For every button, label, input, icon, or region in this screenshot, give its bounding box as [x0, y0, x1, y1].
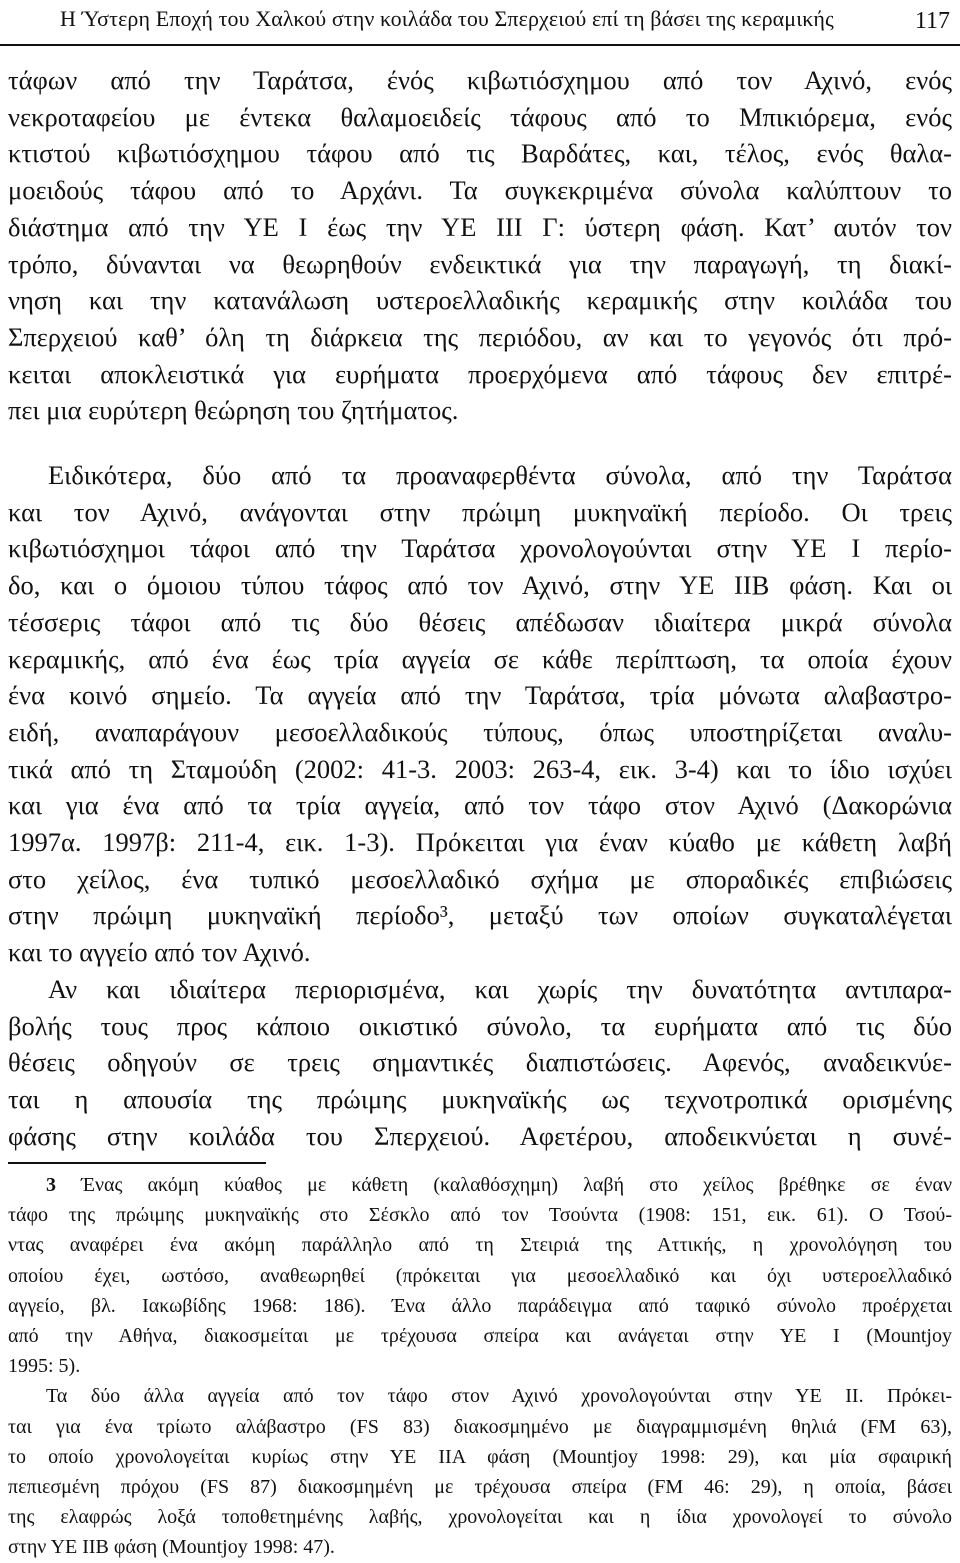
text-line: ένα κοινό σημείο. Τα αγγεία από την Ταράτσα, τρία μόνωτα αλαβαστρο-	[8, 680, 952, 711]
footnote	[8, 1170, 952, 1381]
footnote-divider	[8, 1162, 266, 1164]
footnote-continuation	[8, 1381, 952, 1562]
text-line: ται η απουσία της πρώιμης μυκηναϊκής ως τεχνοτροπικά ορισμένης	[8, 1083, 952, 1114]
page-number: 117	[914, 8, 950, 34]
footnote-number: 3	[46, 1174, 56, 1196]
footnote-line: τάφο της πρώιμης μυκηναϊκής στο Σέσκλο από τον Τσούντα (1908: 151, εικ. 61). Ο Τσού-	[8, 1204, 952, 1227]
text-line: δο, και ο όμοιου τύπου τάφος από τον Αχινό, στην ΥΕ ΙΙΒ φάση. Και οι	[8, 570, 952, 601]
text-line: κτιστού κιβωτιόσχημου τάφου από τις Βαρδάτες, και, τέλος, ενός θαλα-	[8, 138, 952, 169]
text-line: κεραμικής, από ένα έως τρία αγγεία σε κάθε περίπτωση, τα οποία έχουν	[8, 643, 952, 674]
footnote-line: στην ΥΕ ΙΙΒ φάση (Mountjoy 1998: 47).	[8, 1536, 335, 1559]
footnote-line: ται για ένα τρίωτο αλάβαστρο (FS 83) διακοσμημένο με διαγραμμισμένη θηλιά (FM 63),	[8, 1415, 952, 1438]
text-line: τρόπο, δύνανται να θεωρηθούν ενδεικτικά για την παραγωγή, τη διακί-	[8, 248, 952, 279]
text-line: θέσεις οδηγούν σε τρεις σημαντικές διαπιστώσεις. Αφενός, αναδεικνύε-	[8, 1047, 952, 1078]
footnotes	[8, 1170, 952, 1563]
footnote-line: οποίου έχει, ωστόσο, αναθεωρηθεί (πρόκειται για μεσοελλαδικό και όχι υστεροελλαδικό	[8, 1264, 952, 1287]
footnote-line	[8, 1170, 952, 1200]
running-header	[0, 4, 960, 46]
text-line: Σπερχειού καθ’ όλη τη διάρκεια της περιόδου, αν και το γεγονός ότι πρό-	[8, 321, 952, 352]
text-line: τικά από τη Σταμούδη (2002: 41-3. 2003: 263-4, εικ. 3-4) και το ίδιο ισχύει	[8, 753, 952, 784]
text-line: διάστημα από την ΥΕ Ι έως την ΥΕ ΙΙΙ Γ: ύστερη φάση. Κατ’ αυτόν τον	[8, 211, 952, 242]
footnote-line: της ελαφρώς λοξά τοποθετημένης λαβής, χρονολογείται και η ίδια χρονολογεί το σύνολο	[8, 1506, 952, 1529]
text-line: στο χείλος, ένα τυπικό μεσοελλαδικό σχήμα με σποραδικές επιβιώσεις	[8, 863, 952, 894]
footnote-line: αγγείο, βλ. Ιακωβίδης 1968: 186). Ένα άλλο παράδειγμα από ταφικό σύνολο προέρχεται	[8, 1294, 952, 1317]
text-line: και τον Αχινό, ανάγονται στην πρώιμη μυκηναϊκή περίοδο. Οι τρεις	[8, 496, 952, 527]
text-line: και το αγγείο από τον Αχινό.	[8, 937, 311, 968]
text-line: φάσης στην κοιλάδα του Σπερχειού. Αφετέρου, αποδεικνύεται η συνέ-	[8, 1120, 952, 1151]
paragraph	[8, 62, 952, 429]
text-line: νεκροταφείου με έντεκα θαλαμοειδείς τάφους από το Μπικιόρεμα, ενός	[8, 101, 952, 132]
text-line: ειδή, αναπαράγουν μεσοελλαδικούς τύπους, όπως υποστηρίζεται αναλυ-	[8, 716, 952, 747]
footnote-line: από την Αθήνα, διακοσμείται με τρέχουσα σπείρα και ανάγεται στην ΥΕ Ι (Mountjoy	[8, 1325, 952, 1348]
main-text	[8, 62, 952, 1154]
footnote-line: Τα δύο άλλα αγγεία από τον τάφο στον Αχινό χρονολογούνται στην ΥΕ ΙΙ. Πρόκει-	[46, 1385, 952, 1408]
footnote-line: 1995: 5).	[8, 1355, 81, 1378]
text-line: βολής τους προς κάποιο οικιστικό σύνολο, τα ευρήματα από τις δύο	[8, 1010, 952, 1041]
footnote-line: το οποίο χρονολογείται κυρίως στην ΥΕ ΙΙΑ φάση (Mountjoy 1998: 29), και μία σφαιρική	[8, 1445, 952, 1468]
text-line: νηση και την κατανάλωση υστεροελλαδικής κεραμικής στην κοιλάδα του	[8, 285, 952, 316]
text-line: και για ένα από τα τρία αγγεία, από τον τάφο στον Αχινό (Δακορώνια	[8, 790, 952, 821]
paragraph	[8, 457, 952, 971]
text-line: πει μια ευρύτερη θεώρηση του ζητήματος.	[8, 395, 459, 426]
paragraph-gap	[8, 429, 952, 457]
running-title: Η Ύστερη Εποχή του Χαλκού στην κοιλάδα του Σπερχειού επί τη βάσει της κεραμικής	[60, 6, 834, 31]
text-line: κειται αποκλειστικά για ευρήματα προερχόμενα από τάφους δεν επιτρέ-	[8, 358, 952, 389]
text-line: στην πρώιμη μυκηναϊκή περίοδο³, μεταξύ των οποίων συγκαταλέγεται	[8, 900, 952, 931]
footnote-text: Ένας ακόμη κύαθος με κάθετη (καλαθόσχημη) λαβή στο χείλος βρέθηκε σε έναν	[56, 1174, 952, 1196]
footnote-line: ντας αναφέρει ένα ακόμη παράλληλο από τη Στειριά της Αττικής, η χρονολόγηση του	[8, 1234, 952, 1257]
text-line: 1997α. 1997β: 211-4, εικ. 1-3). Πρόκειται για έναν κύαθο με κάθετη λαβή	[8, 827, 952, 858]
text-line: κιβωτιόσχημοι τάφοι από την Ταράτσα χρονολογούνται στην ΥΕ Ι περίο-	[8, 533, 952, 564]
text-line: Ειδικότερα, δύο από τα προαναφερθέντα σύνολα, από την Ταράτσα	[48, 460, 952, 491]
text-line: τέσσερις τάφοι από τις δύο θέσεις απέδωσαν ιδιαίτερα μικρά σύνολα	[8, 606, 952, 637]
footnote-line: πεπιεσμένη πρόχου (FS 87) διακοσμημένη με τρέχουσα σπείρα (FM 46: 29), η οποία, βάσει	[8, 1476, 952, 1499]
paragraph	[8, 971, 952, 1155]
text-line: τάφων από την Ταράτσα, ένός κιβωτιόσχημου από τον Αχινό, ενός	[8, 65, 952, 95]
text-line: μοειδούς τάφου από το Αρχάνι. Τα συγκεκριμένα σύνολα καλύπτουν το	[8, 175, 952, 206]
text-line: Αν και ιδιαίτερα περιορισμένα, και χωρίς την δυνατότητα αντιπαρα-	[48, 973, 952, 1004]
